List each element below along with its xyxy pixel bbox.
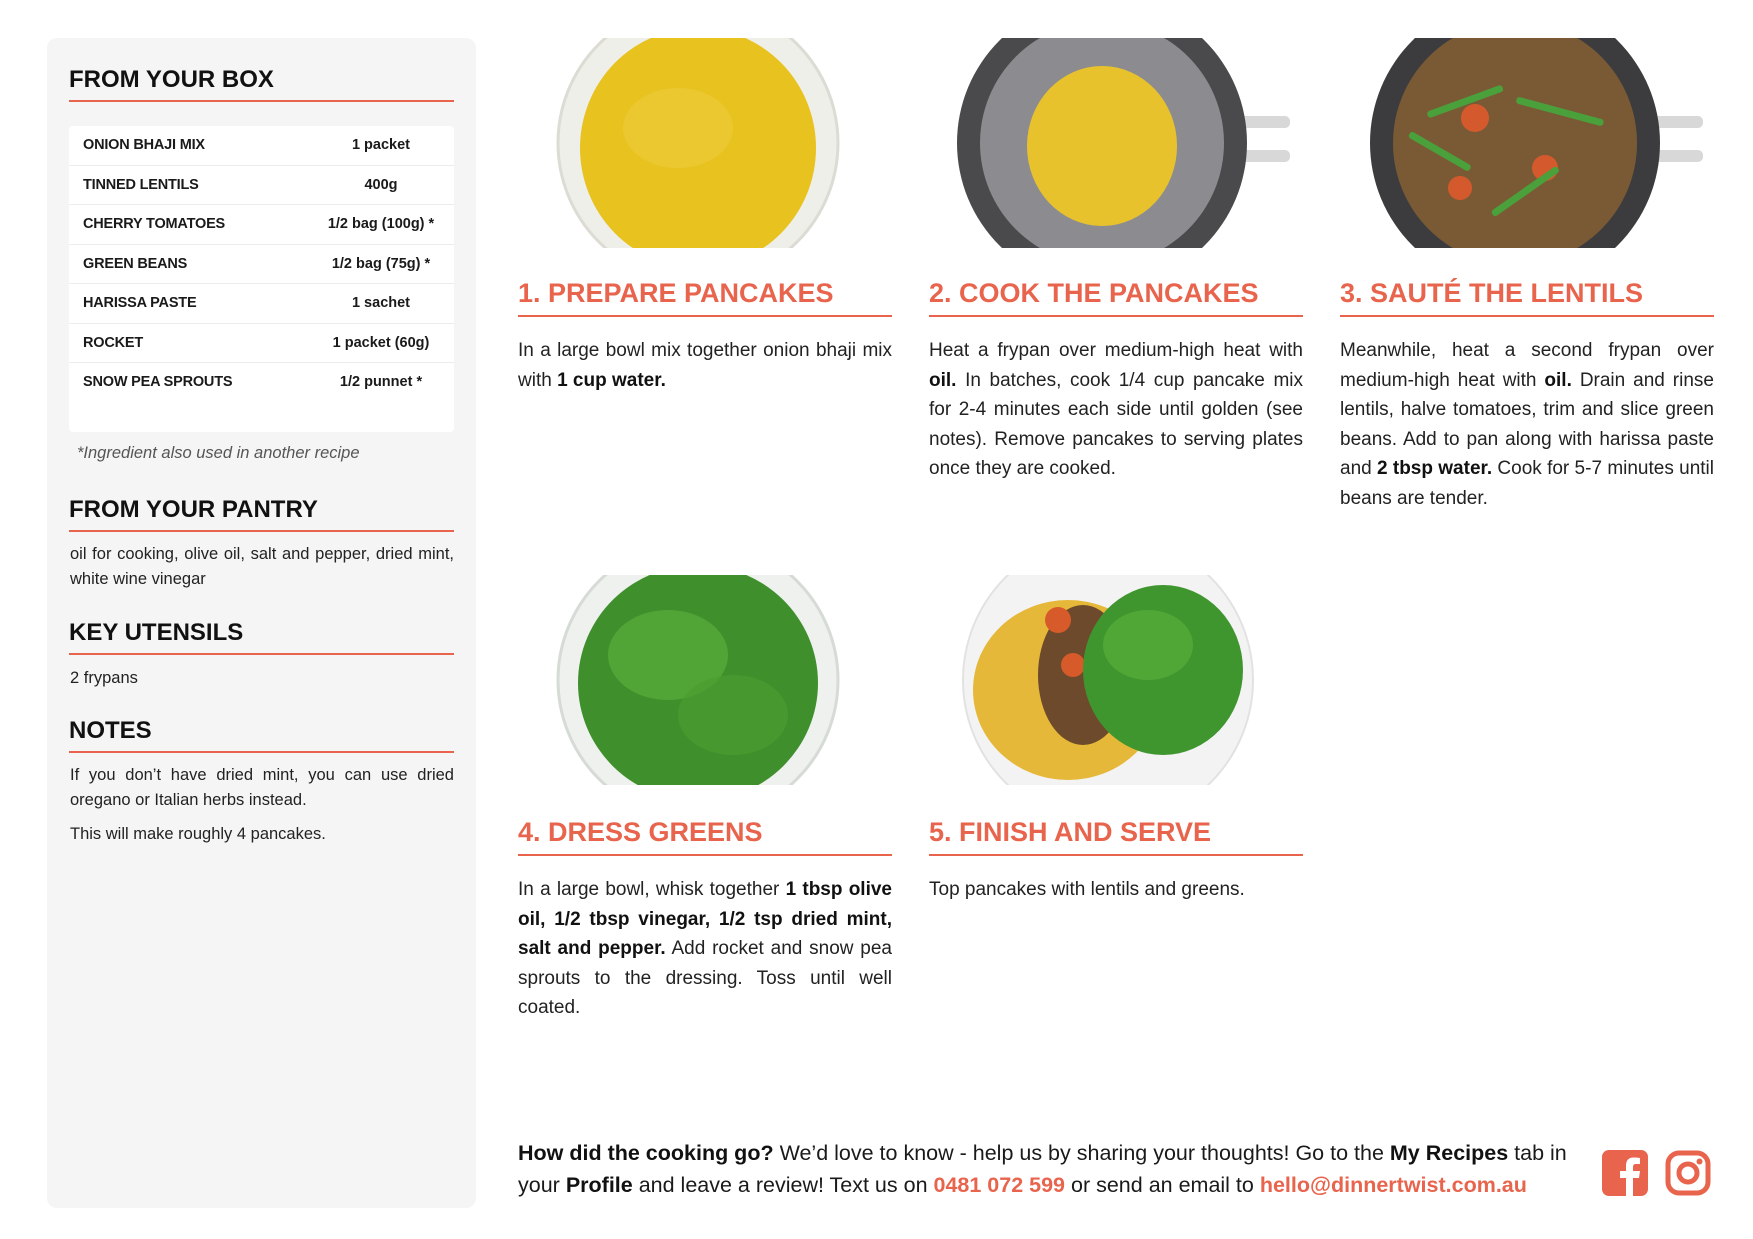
- ingredient-name: TINNED LENTILS: [83, 176, 199, 193]
- step-text-bold: 1 cup water.: [557, 369, 666, 391]
- instagram-icon[interactable]: [1665, 1150, 1711, 1196]
- ingredient-qty: 1 sachet: [351, 295, 411, 312]
- step-2-text: [929, 336, 1303, 484]
- ingredient-name: GREEN BEANS: [83, 255, 188, 272]
- step-text-run: Meanwhile, heat a second frypan over medium-high heat with: [1340, 340, 1714, 391]
- ingredient-row: [69, 126, 454, 166]
- step-3-title: 3. SAUTÉ THE LENTILS: [1340, 278, 1714, 317]
- phone-link[interactable]: 0481 072 599: [933, 1173, 1066, 1197]
- footer-question: How did the cooking go?: [518, 1141, 774, 1165]
- ingredient-row: [69, 324, 454, 364]
- step-2-image: [952, 38, 1292, 248]
- facebook-icon[interactable]: [1602, 1150, 1648, 1196]
- footer-text: tab in your: [518, 1141, 1567, 1197]
- ingredient-qty: 1/2 punnet *: [339, 374, 423, 391]
- ingredient-qty: 400g: [364, 176, 398, 193]
- ingredient-qty: 1/2 bag (100g) *: [327, 216, 435, 233]
- ingredients-table: [69, 126, 454, 432]
- step-5-title: 5. FINISH AND SERVE: [929, 817, 1303, 856]
- my-recipes-label: My Recipes: [1389, 1141, 1509, 1165]
- footer-text: We’d love to know - help us by sharing your thoughts! Go to the: [773, 1141, 1390, 1165]
- notes-heading: NOTES: [69, 717, 454, 753]
- ingredient-row: [69, 245, 454, 285]
- ingredient-name: HARISSA PASTE: [83, 295, 197, 312]
- step-text-run: In a large bowl, whisk together: [518, 879, 786, 900]
- profile-label: Profile: [565, 1173, 633, 1197]
- from-your-box-heading: FROM YOUR BOX: [69, 66, 454, 102]
- ingredient-qty: 1 packet (60g): [332, 334, 430, 351]
- step-text-run: Drain and rinse lentils, halve tomatoes, trim and slice green beans. Add to pan along with harissa paste and: [1340, 369, 1714, 479]
- sidebar-panel: [47, 38, 476, 1208]
- ingredient-row: [69, 363, 454, 402]
- notes-text-1: If you don’t have dried mint, you can use dried oregano or Italian herbs instead.: [70, 766, 454, 809]
- step-5-text: [929, 875, 1303, 905]
- step-4-title: 4. DRESS GREENS: [518, 817, 892, 856]
- step-text-run: Cook for 5-7 minutes until beans are tender.: [1340, 458, 1714, 509]
- step-text-bold: oil.: [929, 369, 957, 391]
- ingredient-qty: 1 packet: [351, 137, 411, 154]
- step-text-run: Heat a frypan over medium-high heat with: [929, 340, 1303, 361]
- utensils-text: 2 frypans: [70, 669, 138, 687]
- ingredient-name: ONION BHAJI MIX: [83, 137, 205, 154]
- step-text-run: In batches, cook 1/4 cup pancake mix for 2-4 minutes each side until golden (see notes). Remove pancakes to serving plates once they are cooked.: [929, 369, 1303, 479]
- email-link[interactable]: hello@dinnertwist.com.au: [1259, 1173, 1527, 1197]
- ingredient-row: [69, 166, 454, 206]
- step-3-image: [1365, 38, 1705, 248]
- key-utensils-heading: KEY UTENSILS: [69, 619, 454, 655]
- step-text-run: Top pancakes with lentils and greens.: [929, 879, 1245, 900]
- footer-text: or send an email to: [1065, 1173, 1260, 1197]
- step-text-bold: oil.: [1544, 369, 1572, 391]
- from-your-pantry-heading: FROM YOUR PANTRY: [69, 496, 454, 532]
- step-text-run: Add rocket and snow pea sprouts to the dressing. Toss until well coated.: [518, 938, 893, 1018]
- ingredient-name: ROCKET: [83, 334, 144, 351]
- step-3-text: [1340, 336, 1714, 513]
- step-5-image: [958, 575, 1258, 785]
- pantry-text: oil for cooking, olive oil, salt and pepper, dried mint, white wine vinegar: [70, 545, 454, 588]
- step-text-bold: 2 tbsp water.: [1377, 458, 1493, 479]
- notes-text-2: This will make roughly 4 pancakes.: [70, 825, 326, 843]
- ingredient-name: CHERRY TOMATOES: [83, 216, 226, 233]
- feedback-footer: [518, 1137, 1568, 1201]
- ingredient-row: [69, 205, 454, 245]
- step-2-title: 2. COOK THE PANCAKES: [929, 278, 1303, 317]
- step-4-text: [518, 875, 892, 1023]
- ingredient-row: [69, 284, 454, 324]
- step-text-bold: 1 tbsp olive oil, 1/2 tbsp vinegar, 1/2 tsp dried mint, salt and pepper.: [518, 879, 892, 959]
- step-1-text: [518, 336, 892, 395]
- step-1-title: 1. PREPARE PANCAKES: [518, 278, 892, 317]
- step-text-run: In a large bowl mix together onion bhaji mix with: [518, 340, 892, 391]
- step-1-image: [548, 38, 848, 248]
- ingredient-footnote: *Ingredient also used in another recipe: [77, 444, 360, 462]
- ingredient-qty: 1/2 bag (75g) *: [331, 255, 431, 272]
- ingredient-name: SNOW PEA SPROUTS: [83, 374, 233, 391]
- step-4-image: [548, 575, 848, 785]
- footer-text: and leave a review! Text us on: [632, 1173, 934, 1197]
